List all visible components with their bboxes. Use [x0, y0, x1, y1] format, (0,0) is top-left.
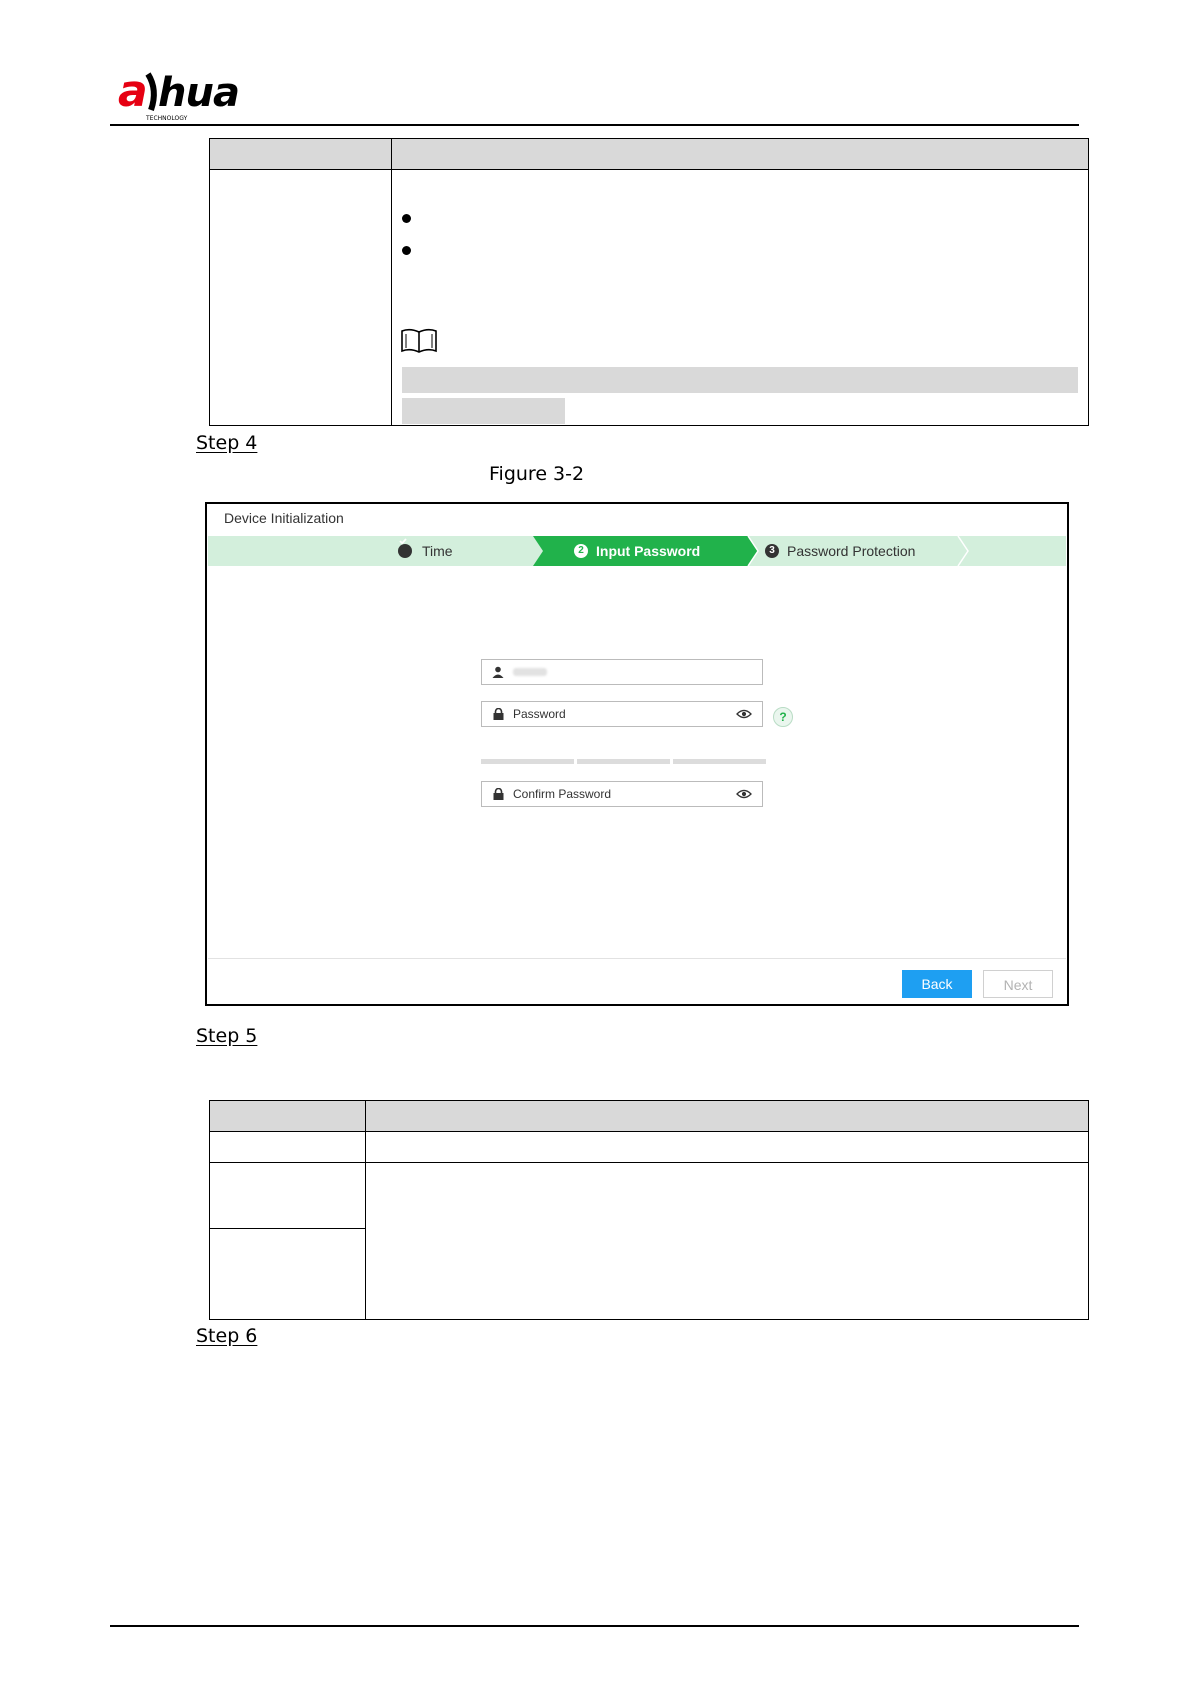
step-5-label: Step 5: [196, 1025, 258, 1047]
table-cell: [210, 1163, 366, 1229]
user-icon: [491, 665, 505, 679]
wizard-step-time: [398, 536, 453, 566]
table-header-cell: [392, 139, 1089, 170]
password-strength-segment: [673, 759, 766, 764]
window-title: Device Initialization: [224, 510, 344, 526]
username-field[interactable]: [481, 659, 763, 685]
step-6-label: Step 6: [196, 1325, 258, 1347]
wizard-step-input-password: [574, 536, 700, 566]
svg-text:TECHNOLOGY: TECHNOLOGY: [146, 115, 188, 122]
parameter-table-bottom: [209, 1100, 1089, 1320]
password-field[interactable]: [481, 701, 763, 727]
password-placeholder: Password: [513, 707, 566, 721]
confirm-password-placeholder: Confirm Password: [513, 787, 612, 801]
footer-rule: [110, 1625, 1079, 1627]
note-highlight-bar: [402, 398, 565, 424]
figure-caption: Figure 3-2: [489, 463, 585, 485]
table-header-cell: [366, 1101, 1089, 1132]
bullet-point: [402, 214, 411, 223]
table-header-cell: [210, 1101, 366, 1132]
company-logo: [118, 66, 258, 124]
lock-icon: [491, 787, 505, 801]
wizard-step-bar: [208, 536, 1066, 566]
password-help-button[interactable]: ?: [773, 707, 793, 727]
footer-divider: [208, 958, 1066, 959]
table-cell-merged: [366, 1163, 1089, 1320]
back-button[interactable]: Back: [902, 970, 972, 998]
show-confirm-eye-icon[interactable]: [736, 788, 754, 800]
step-4-label: Step 4: [196, 432, 258, 454]
step-number-badge: 3: [765, 544, 779, 558]
table-cell: [210, 170, 392, 426]
wizard-step-label: Time: [422, 543, 453, 559]
step-number-badge: 2: [574, 544, 588, 558]
password-strength-segment: [577, 759, 670, 764]
header-rule: [110, 124, 1079, 126]
wizard-step-label: Input Password: [596, 543, 701, 559]
note-highlight-bar: [402, 367, 1078, 393]
show-password-eye-icon[interactable]: [736, 708, 754, 720]
username-value-obscured: [513, 668, 547, 676]
wizard-step-password-protection: [765, 536, 915, 566]
table-cell: [366, 1132, 1089, 1163]
lock-icon: [491, 707, 505, 721]
table-cell: [210, 1132, 366, 1163]
next-button[interactable]: Next: [983, 970, 1053, 998]
table-header-cell: [210, 139, 392, 170]
confirm-password-field[interactable]: [481, 781, 763, 807]
device-initialization-screenshot: [205, 502, 1069, 1006]
check-icon: [398, 544, 412, 558]
table-cell: [210, 1229, 366, 1320]
svg-text:hua: hua: [158, 70, 239, 116]
note-book-icon: [400, 328, 438, 359]
wizard-step-label: Password Protection: [787, 543, 916, 559]
svg-text:a: a: [118, 66, 147, 117]
bullet-point: [402, 246, 411, 255]
password-strength-segment: [481, 759, 574, 764]
